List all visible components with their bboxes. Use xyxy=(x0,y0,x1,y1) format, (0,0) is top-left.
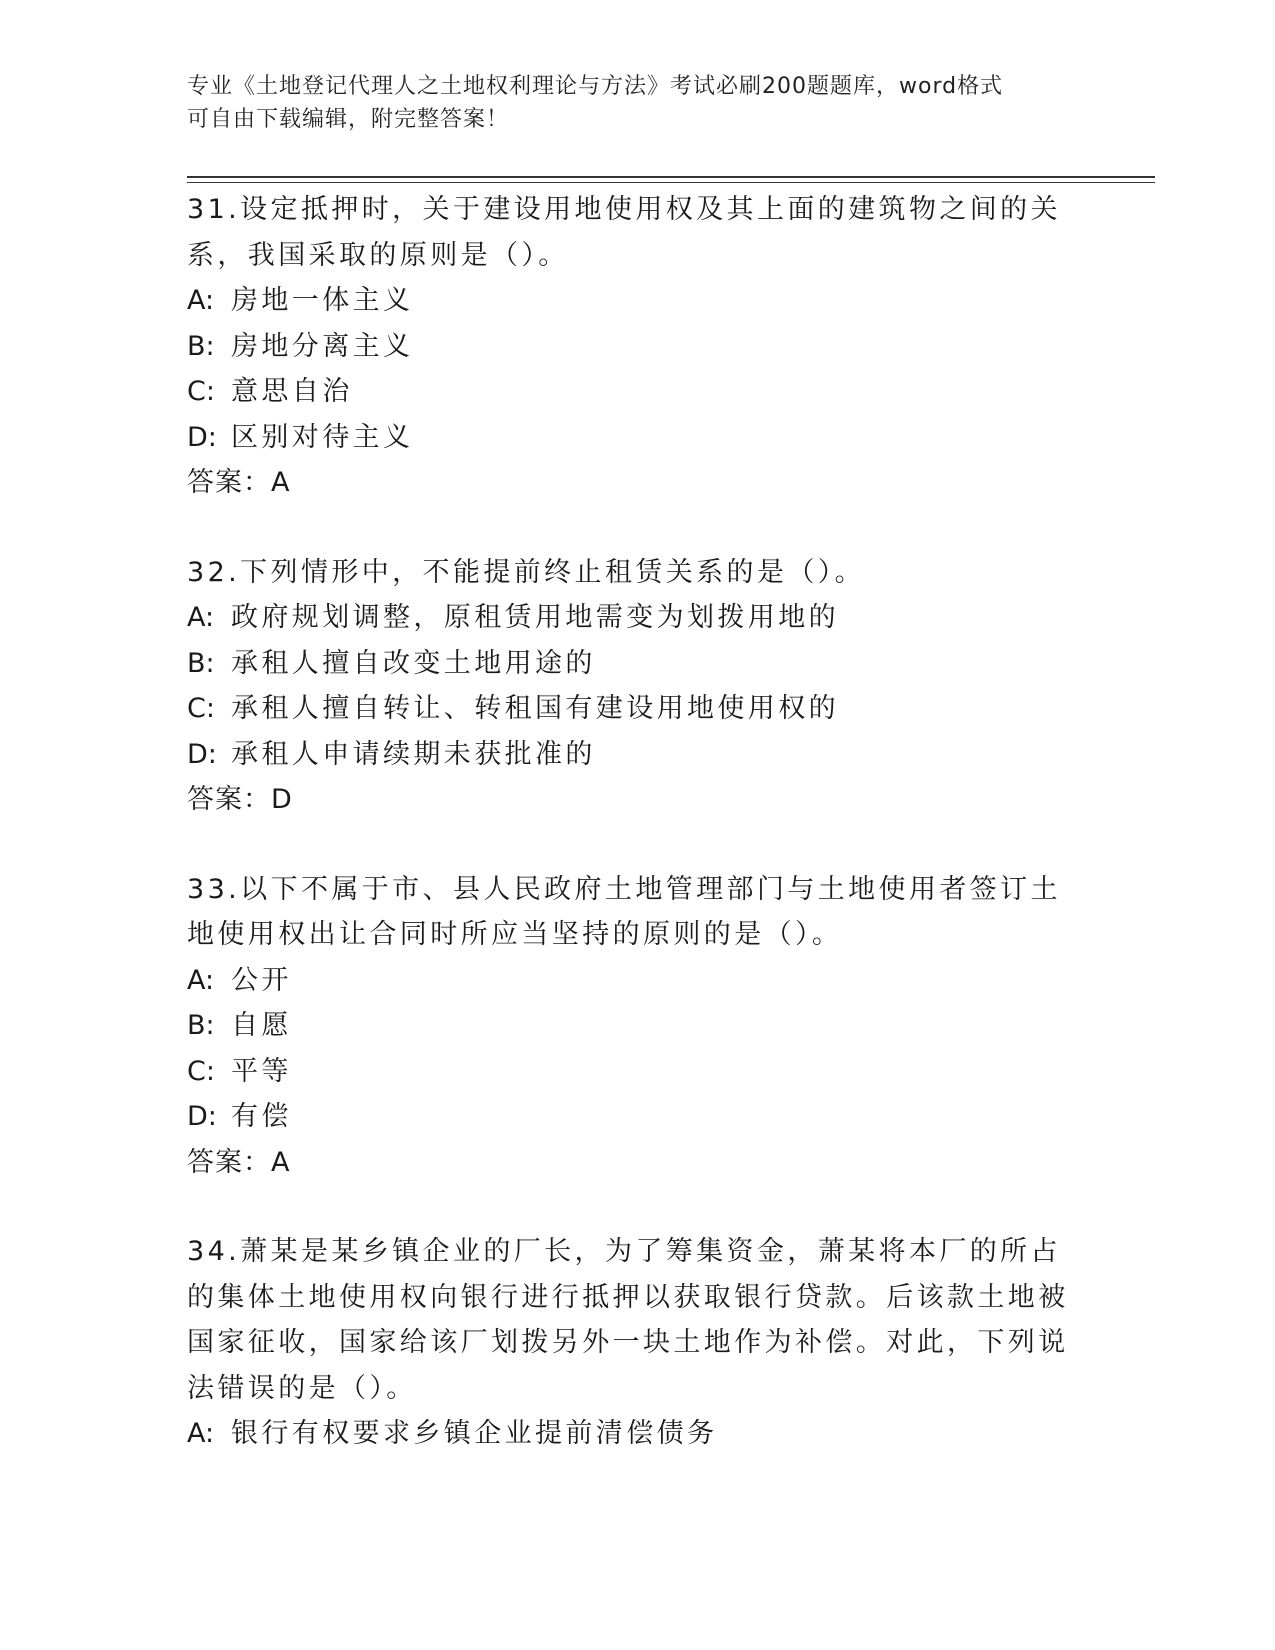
option-a xyxy=(187,278,1087,324)
question-stem: 32.下列情形中，不能提前终止租赁关系的是（）。 xyxy=(187,556,866,588)
option-key: A: xyxy=(187,1418,215,1449)
option-d xyxy=(187,415,1087,461)
option-text: 区别对待主义 xyxy=(231,421,414,453)
header-line-2: 可自由下载编辑，附完整答案！ xyxy=(187,107,510,132)
option-text: 房地分离主义 xyxy=(231,330,414,362)
option-key: B: xyxy=(187,1010,215,1041)
option-text: 承租人擅自改变土地用途的 xyxy=(231,647,596,679)
option-key: A: xyxy=(187,964,215,996)
question-stem: 31.设定抵押时，关于建设用地使用权及其上面的建筑物之间的关系，我国采取的原则是（）。 xyxy=(187,194,1061,271)
option-a xyxy=(187,1411,1087,1457)
document-header xyxy=(187,70,1087,136)
question-stem: 33.以下不属于市、县人民政府土地管理部门与土地使用者签订土地使用权出让合同时所应当坚持的原则的是（）。 xyxy=(187,873,1061,950)
option-key: D: xyxy=(187,421,217,453)
option-key: C: xyxy=(187,693,215,724)
option-c xyxy=(187,369,1087,415)
question-32 xyxy=(187,550,1087,823)
option-key: D: xyxy=(187,738,217,770)
header-divider-thin xyxy=(187,182,1155,183)
option-key: C: xyxy=(187,1055,215,1087)
option-text: 承租人申请续期未获批准的 xyxy=(231,738,596,770)
option-key: B: xyxy=(187,330,215,362)
question-33 xyxy=(187,867,1087,1186)
option-key: A: xyxy=(187,285,215,316)
option-text: 政府规划调整，原租赁用地需变为划拨用地的 xyxy=(231,602,839,633)
question-34 xyxy=(187,1229,1087,1457)
option-c xyxy=(187,686,1087,732)
answer-line: 答案：D xyxy=(187,784,293,815)
option-d xyxy=(187,732,1087,778)
question-list xyxy=(187,187,1087,1501)
option-a xyxy=(187,958,1087,1004)
answer-line: 答案：A xyxy=(187,467,291,498)
option-b xyxy=(187,1003,1087,1049)
option-c xyxy=(187,1049,1087,1095)
option-text: 平等 xyxy=(231,1055,292,1087)
question-31 xyxy=(187,187,1087,506)
option-text: 有偿 xyxy=(231,1101,292,1132)
option-key: C: xyxy=(187,376,215,407)
option-key: D: xyxy=(187,1101,217,1132)
option-text: 房地一体主义 xyxy=(231,285,414,316)
answer-line: 答案：A xyxy=(187,1146,291,1178)
option-key: B: xyxy=(187,647,215,679)
option-b xyxy=(187,324,1087,370)
question-stem: 34.萧某是某乡镇企业的厂长，为了筹集资金，萧某将本厂的所占的集体土地使用权向银行进行抵押以获取银行贷款。后该款土地被国家征收，国家给该厂划拨另外一块土地作为补偿。对此，下列说法错误的是（）。 xyxy=(187,1236,1069,1404)
option-d xyxy=(187,1094,1087,1140)
option-text: 银行有权要求乡镇企业提前清偿债务 xyxy=(231,1418,718,1449)
header-divider-thick xyxy=(187,176,1155,178)
option-text: 承租人擅自转让、转租国有建设用地使用权的 xyxy=(231,693,839,724)
header-line-1: 专业《土地登记代理人之土地权利理论与方法》考试必刷200题题库，word格式 xyxy=(187,74,1004,99)
option-key: A: xyxy=(187,602,215,633)
option-text: 公开 xyxy=(231,964,292,996)
option-text: 意思自治 xyxy=(231,376,353,407)
option-a xyxy=(187,595,1087,641)
option-b xyxy=(187,641,1087,687)
option-text: 自愿 xyxy=(231,1010,292,1041)
